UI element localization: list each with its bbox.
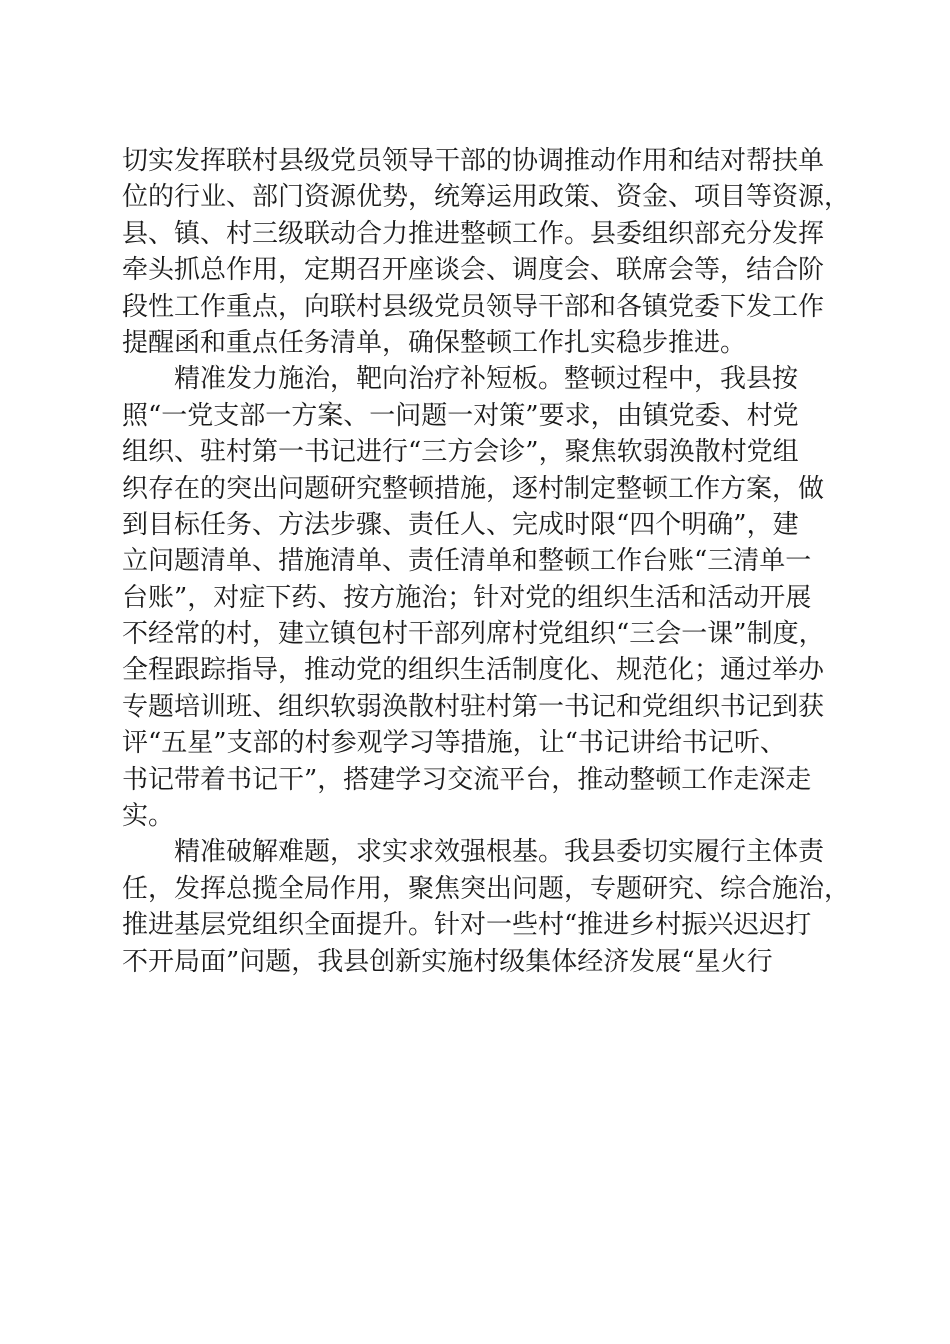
body-text: [122, 143, 851, 980]
text-line: 不开局面”问题，我县创新实施村级集体经济发展“星火行: [122, 946, 773, 977]
text-line: 立问题清单、措施清单、责任清单和整顿工作台账“三清单一: [122, 546, 812, 577]
text-line-content: 精准破解难题，求实求效强根基。我县委切实履行主体责: [174, 837, 825, 868]
text-line: 段性工作重点，向联村县级党员领导干部和各镇党委下发工作: [122, 291, 825, 322]
paragraph-1: [122, 143, 851, 361]
text-line-content: 精准发力施治，靶向治疗补短板。整顿过程中，我县按: [174, 364, 799, 395]
text-line: 织存在的突出问题研究整顿措施，逐村制定整顿工作方案，做: [122, 473, 825, 504]
text-line: 专题培训班、组织软弱涣散村驻村第一书记和党组织书记到获: [122, 691, 825, 722]
text-line: 到目标任务、方法步骤、责任人、完成时限“四个明确”，建: [122, 509, 799, 540]
text-line: 县、镇、村三级联动合力推进整顿工作。县委组织部充分发挥: [122, 218, 825, 249]
text-line: 照“一党支部一方案、一问题一对策”要求，由镇党委、村党: [122, 400, 799, 431]
text-line: 组织、驻村第一书记进行“三方会诊”，聚焦软弱涣散村党组: [122, 437, 799, 468]
text-line: 台账”，对症下药、按方施治；针对党的组织生活和活动开展: [122, 582, 812, 613]
text-line: 位的行业、部门资源优势，统筹运用政策、资金、项目等资源，: [122, 182, 851, 213]
text-line: 牵头抓总作用，定期召开座谈会、调度会、联席会等，结合阶: [122, 255, 825, 286]
text-line-first: [122, 834, 832, 870]
text-line: 书记带着书记干”，搭建学习交流平台，推动整顿工作走深走: [122, 764, 812, 795]
paragraph-3: [122, 834, 851, 980]
text-line: 实。: [122, 801, 175, 832]
text-line: 切实发挥联村县级党员领导干部的协调推动作用和结对帮扶单: [122, 146, 825, 176]
text-line: 任，发挥总揽全局作用，聚焦突出问题，专题研究、综合施治，: [122, 873, 851, 904]
text-line: 不经常的村，建立镇包村干部列席村党组织“三会一课”制度，: [122, 619, 825, 650]
text-line-first: [122, 361, 832, 397]
text-line: 评“五星”支部的村参观学习等措施，让“书记讲给书记听、: [122, 728, 786, 759]
text-line: 推进基层党组织全面提升。针对一些村“推进乡村振兴迟迟打: [122, 910, 812, 941]
paragraph-2: [122, 361, 832, 834]
text-line: 全程跟踪指导，推动党的组织生活制度化、规范化；通过举办: [122, 655, 825, 686]
text-line: 提醒函和重点任务清单，确保整顿工作扎实稳步推进。: [122, 327, 747, 358]
